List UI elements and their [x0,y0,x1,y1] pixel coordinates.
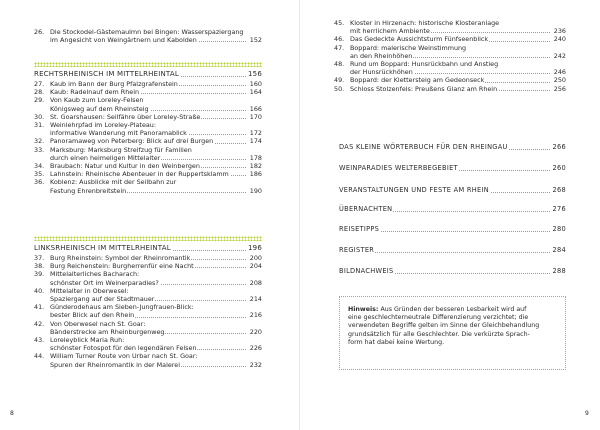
section-divider-dots [34,236,262,241]
entry-text [50,80,262,88]
entry-page-number: 190 [249,186,262,195]
page-number-right: 9 [585,410,589,417]
entry-line [350,44,566,52]
entry-line [50,146,262,154]
chapter-entry [339,205,566,214]
entry-line [50,105,262,113]
entry-text [50,113,262,121]
entry-line-text: Lahnstein: Rheinische Abenteuer in der Ruppertsklamm [50,170,229,179]
entry-line-text: der Hunsrückhöhen [350,68,413,77]
note-line [348,306,557,314]
entry-page-number: 200 [249,254,262,262]
entry-text [350,85,566,93]
entry-text [50,336,262,352]
entry-line-text: Das Gedeckte Aussichtsturm Fünfseenblick [350,35,489,44]
entry-number: 49. [334,76,345,85]
entry-line-text: bester Blick auf den Rhein [50,311,135,320]
note-box [339,296,566,370]
entry-line-text: an den Rheinhöhen [350,51,413,60]
entry-line-text: Spaziergang auf der Stadtmauer [50,294,155,303]
entry-line-text: informative Wanderung mit Panoramablick [50,129,187,138]
note-label: Hinweis: [348,306,379,313]
entry-number: 42. [34,319,45,328]
entry-line [50,303,262,311]
entry-line-text: Burg Rheinstein: Symbol der Rheinromantik [50,254,191,262]
entry-page-number: 186 [249,170,262,179]
entry-number: 34. [34,162,45,170]
entry-number: 35. [34,170,45,179]
chapter-title: BILDNACHWEIS [339,267,394,275]
entry-line-text: Kloster in Hirzenach: historische Klosteranlage [350,19,500,27]
entry-line [50,80,262,88]
entry-line [350,35,566,43]
entry-text [50,270,262,286]
note-text: form hat dabei keine Wertung. [348,338,445,346]
entry-line-text: mit herrlichem Ambiente [350,27,430,36]
entry-line [50,36,262,44]
entry-page-number: 232 [249,360,262,369]
entry-line [50,352,262,360]
entry-text [50,146,262,162]
entry-number: 36. [34,178,45,187]
entry-line-text: Spuren der Rheinromantik in der Malerei [50,360,180,369]
entry-text [50,254,262,262]
page-number-left: 8 [10,410,14,417]
entry-line-text: Die Stockodel-Gästemaulmn bei Bingen: Wasserspaziergang [50,28,244,36]
entry-line [350,19,566,27]
entry-line-text: Günderodehaus am Sieben-Jungfrauen-Blick: [50,303,194,312]
entry-number: 32. [34,137,45,146]
entry-line [350,27,566,35]
entry-text [50,287,262,303]
entry-line [50,262,262,270]
entry-line-text: Von Oberwesel nach St. Goar: [50,319,146,328]
chapter-title: ÜBERNACHTEN [339,205,393,213]
chapter-title: WEINPARADIES WELTERBEGEBIET [339,164,458,172]
chapter-page-number: 268 [552,186,566,194]
entry-line [50,361,262,369]
entry-number: 40. [34,286,45,295]
entry-text [50,88,262,96]
section-heading [34,244,262,253]
entry-page-number: 152 [249,36,262,45]
entry-line [50,279,262,287]
entry-line [50,154,262,162]
note-line [348,314,557,322]
entry-line [50,96,262,104]
entry-line [50,28,262,36]
entry-number: 44. [34,352,45,361]
entry-page-number: 242 [553,51,566,60]
entry-page-number: 220 [249,327,262,336]
section-heading [34,70,262,79]
entry-page-number: 166 [249,104,262,113]
entry-number: 41. [34,303,45,312]
entry-number: 33. [34,145,45,154]
chapter-page-number: 284 [552,246,566,254]
entry-line-text: Panoramaweg von Peterberg: Blick auf drei Burgen [50,137,214,146]
entry-text [50,121,262,137]
entry-line [50,187,262,195]
entry-line [50,170,262,178]
chapter-title: REGISTER [339,246,375,254]
entry-line [50,254,262,262]
entry-line [50,336,262,344]
entry-line [50,311,262,319]
entry-line [50,328,262,336]
entry-number: 45. [334,19,345,27]
entry-page-number: 178 [249,153,262,162]
entry-line-text: Mittelalter in Oberwesel: [50,286,129,295]
entry-text [50,162,262,170]
chapter-title: VERANSTALTUNGEN UND FESTE AM RHEIN [339,186,489,194]
entry-text [350,19,566,35]
entry-line-text: Burg Reichenstein: Burgherrenfür eine Nacht [50,262,194,271]
entry-line [50,178,262,186]
entry-number: 38. [34,262,45,271]
entry-page-number: 182 [249,162,262,170]
chapter-entry [339,164,566,173]
entry-line [50,295,262,303]
entry-line-text: Kaub im Bann der Burg Pfalzgrafenstein [50,80,178,88]
entry-number: 47. [334,43,345,52]
entry-line [50,162,262,170]
entry-line-text: Braubach: Natur und Kultur in den Weinbergen [50,162,200,170]
chapter-entry [339,267,566,276]
entry-line [50,129,262,137]
entry-page-number: 204 [249,262,262,271]
entry-line [350,60,566,68]
entry-page-number: 216 [249,311,262,320]
entry-number: 30. [34,112,45,121]
entry-line-text: Rund um Boppard: Hunsrückbahn und Anstieg [350,60,499,68]
entry-text [50,352,262,368]
note-text: Aus Gründen der besseren Lesbarkeit wird auf [380,306,527,313]
chapter-entry [339,225,566,234]
entry-number: 48. [334,60,345,68]
section-page-number: 196 [248,244,262,252]
entry-text [350,44,566,60]
section-page-number: 156 [248,70,262,78]
entry-number: 37. [34,254,45,262]
entry-line-text: St. Goarshausen: Seilfähre über Loreley-Straße [50,112,201,121]
entry-page-number: 240 [553,35,566,44]
chapter-page-number: 260 [552,164,566,172]
entry-line [50,113,262,121]
note-line [348,322,557,330]
entry-text [50,178,262,194]
entry-line [350,52,566,60]
entry-number: 31. [34,121,45,129]
entry-page-number: 236 [553,27,566,36]
entry-text [50,137,262,145]
entry-line [350,68,566,76]
entry-line-text: Von Kaub zum Loreley-Felsen [50,96,144,105]
note-line [348,331,557,339]
entry-line [50,137,262,145]
entry-text [50,320,262,336]
entry-line [50,270,262,278]
entry-page-number: 250 [553,76,566,85]
entry-number: 46. [334,35,345,44]
entry-number: 26. [34,28,45,36]
entry-line [350,76,566,84]
entry-number: 28. [34,88,45,97]
chapter-page-number: 276 [552,205,566,213]
entry-text [350,76,566,84]
entry-line-text: Koblenz: Ausblicke mit der Seilbahn zur [50,178,177,187]
entry-page-number: 172 [249,129,262,138]
note-text: eine geschlechterneutrale Differenzierung verzichtet; die [348,314,529,322]
entry-text [50,28,262,44]
entry-number: 43. [34,336,45,344]
entry-number: 39. [34,270,45,279]
entry-text [50,96,262,112]
entry-line-text: Festung Ehrenbreitstein [50,186,127,195]
entry-line-text: im Angesicht von Weingärtnern und Kabolden [50,36,197,45]
entry-line [50,88,262,96]
chapter-entry [339,186,566,195]
entry-number: 29. [34,96,45,105]
chapter-page-number: 280 [552,225,566,233]
entry-line-text: Marksburg: Marksburg Streifzug für Familien [50,145,192,154]
chapter-title: REISETIPPS [339,225,380,233]
entry-line-text: schönster Fotospot für den legendären Felsen [50,344,197,353]
entry-text [350,60,566,76]
section-title: RECHTSRHEINISCH IM MITTELRHEINTAL [34,70,179,78]
note-text: verwendeten Begriffe gelten im Sinne der Gleichbehandlung [348,322,540,330]
entry-line-text: Boppard: malerische Weinstimmung [350,43,467,52]
entry-line-text: Loreleyblick Maria Ruh: [50,336,125,344]
entry-line-text: Schloss Stolzenfels: Preußens Glanz am Rhein [350,84,498,93]
right-page [300,0,600,430]
entry-line [50,121,262,129]
section-title: LINKSRHEINISCH IM MITTELRHEINTAL [34,244,171,252]
entry-page-number: 174 [249,137,262,146]
entry-line-text: Königsweg auf dem Rheinsteig [50,104,149,113]
entry-page-number: 160 [249,80,262,88]
note-text: grundsätzlich für alle Geschlechter. Die verkürzte Sprach- [348,330,530,338]
chapter-page-number: 266 [552,143,566,151]
entry-line-text: William Turner Route von Urbar nach St. Goar: [50,352,198,361]
entry-text [50,303,262,319]
entry-line-text: schönster Ort im Weinerparadies? [50,278,159,287]
entry-line [50,287,262,295]
entry-number: 27. [34,80,45,88]
chapter-page-number: 288 [552,267,566,275]
note-line [348,339,557,347]
entry-line [50,344,262,352]
chapter-title: DAS KLEINE WÖRTERBUCH FÜR DEN RHEINGAU [339,143,508,151]
entry-page-number: 214 [249,294,262,303]
entry-page-number: 246 [553,68,566,77]
chapter-entry [339,143,566,152]
entry-text [50,262,262,270]
entry-line [350,85,566,93]
entry-page-number: 256 [553,84,566,93]
entry-line-text: Kaub: Radelnauf dem Rhein [50,88,140,97]
entry-line-text: Weinlehrpfad im Loreley-Plateau: [50,121,156,129]
entry-line-text: Mittelalterliches Bacharach: [50,270,140,279]
entry-page-number: 226 [249,344,262,353]
entry-text [50,170,262,178]
entry-page-number: 164 [249,88,262,97]
entry-line-text: Bänderstrecke am Rheinburgenweg [50,327,165,336]
entry-text [350,35,566,43]
chapter-entry [339,246,566,255]
entry-line [50,320,262,328]
entry-number: 50. [334,84,345,93]
entry-line-text: durch einen heimeligen Mittelalter [50,153,161,162]
section-divider-dots [34,62,262,67]
entry-page-number: 208 [249,278,262,287]
entry-line-text: Boppard: der Klettersteig am Gedeonseck [350,76,485,85]
entry-page-number: 170 [249,112,262,121]
